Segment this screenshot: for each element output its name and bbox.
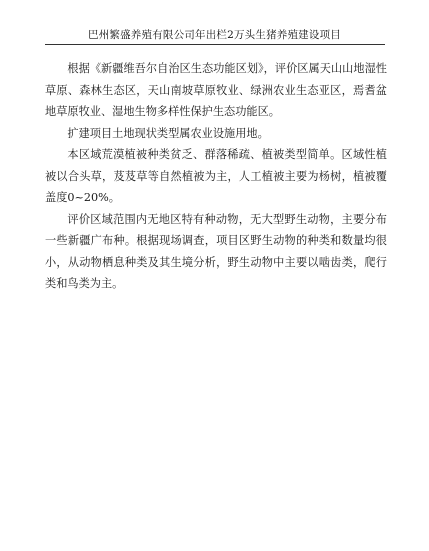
paragraph-vegetation: 本区域荒漠植被种类贫乏、群落稀疏、植被类型简单。区域性植被以合头草，芨芨草等自然植被为主，人工植被主要为杨树，植被覆盖度0~20%。 [45,148,387,204]
document-body [45,58,387,295]
running-header: 巴州繁盛养殖有限公司年出栏2万头生猪养殖建设项目 [88,29,341,41]
paragraph-land-use: 扩建项目土地现状类型属农业设施用地。 [67,126,269,140]
paragraph-ecological-zoning: 根据《新疆维吾尔自治区生态功能区划》，评价区属天山山地湿性草原、森林生态区，天山南坡草原牧业、绿洲农业生态亚区，焉耆盆地草原牧业、湿地生物多样性保护生态功能区。 [45,62,387,118]
paragraph-wildlife: 评价区域范围内无地区特有种动物，无大型野生动物，主要分布一些新疆广布种。根据现场调查，项目区野生动物的种类和数量均很小，从动物栖息种类及其生境分析，野生动物中主要以啮齿类，爬行类和鸟类为主。 [45,212,387,290]
header-divider [45,44,385,45]
